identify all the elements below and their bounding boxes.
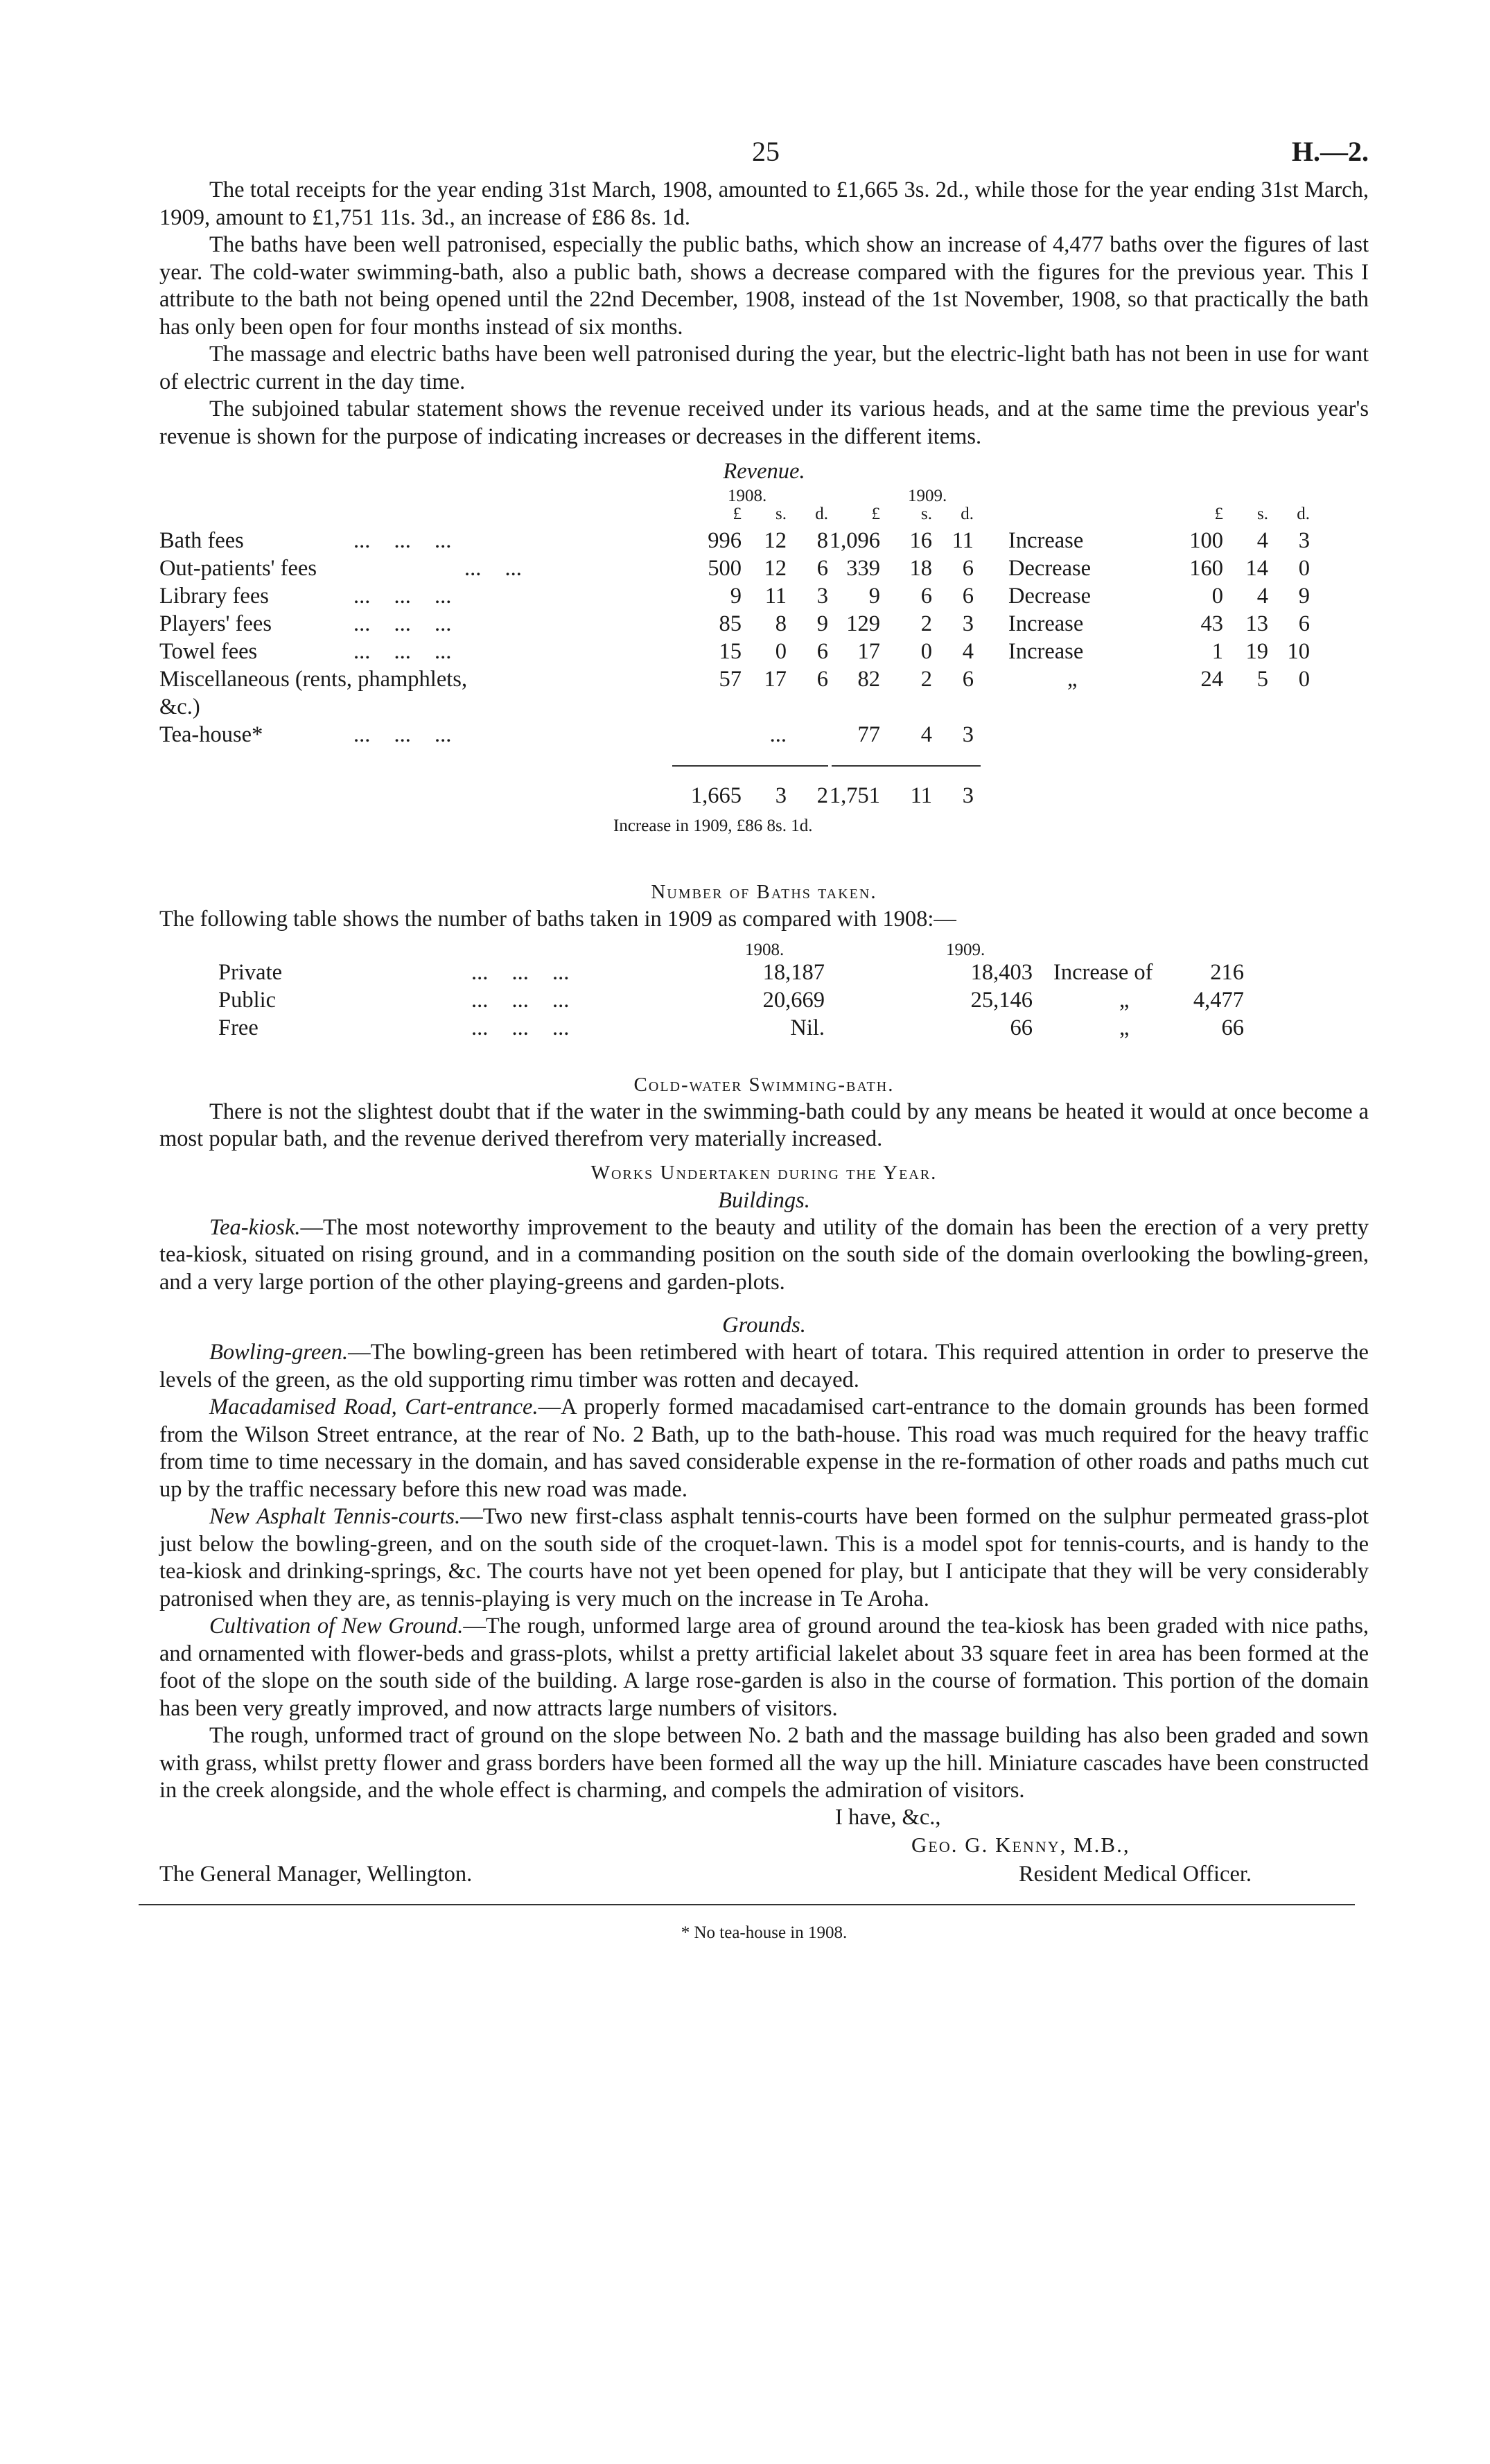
change-value: 0 (1211, 584, 1223, 609)
revenue-1908-value: 6 (816, 556, 828, 581)
revenue-1909-value: 4 (962, 639, 974, 664)
change-value: 43 (1200, 611, 1223, 636)
cultivation-text: —The rough, unformed large area of ground around the tea-kiosk has been graded with nice paths, and ornamented with flower-beds and grass-plots, whilst a pretty artificial lakelet about 33 square feet in area has been formed at the foot of the slope on the south side of the building. A large rose-garden is also in the course of formation. This portion of the domain has been very greatly improved, and now attracts large numbers of visitors. (159, 1614, 1369, 1721)
change-value: 4 (1256, 584, 1268, 609)
baths-change-value: 66 (1221, 1015, 1244, 1040)
bowling-text: —The bowling-green has been retimbered with heart of totara. This required attention in order to preserve the levels of the green, as the old supporting rimu timber was rotten and decayed. (159, 1340, 1369, 1392)
tea-kiosk-heading: Tea-kiosk. (209, 1214, 301, 1240)
page-header (159, 135, 1369, 177)
revenue-1909-value: 2 (920, 667, 932, 692)
year-1908-heading: 1908. (728, 487, 767, 505)
baths-1909-value: 18,403 (970, 959, 1033, 985)
grounds-title: Grounds. (722, 1313, 806, 1338)
intro-paragraph: The massage and electric baths have been well patronised during the year, but the electric-light bath has not been in use for want of electric current in the day time. (159, 342, 1369, 394)
baths-intro: The following table shows the number of baths taken in 1909 as compared with 1908:— (159, 907, 956, 932)
total-1909-value: 3 (962, 783, 974, 808)
revenue-1909-value: 3 (962, 722, 974, 747)
revenue-1908-value: 6 (816, 667, 828, 692)
baths-1908-value: 20,669 (762, 987, 825, 1013)
change-value: 5 (1256, 667, 1268, 692)
total-1908-value: 3 (775, 783, 787, 808)
revenue-row-label-continued: &c.) (159, 694, 200, 719)
baths-change-label: „ (1119, 987, 1130, 1013)
bowling-heading: Bowling-green. (209, 1340, 349, 1365)
revenue-1909-value: 0 (920, 639, 932, 664)
total-1908-value: 1,665 (690, 783, 742, 808)
change-value: 10 (1287, 639, 1310, 664)
revenue-row-label: Miscellaneous (rents, phamphlets, (159, 667, 468, 692)
baths-1908-value: 18,187 (762, 959, 825, 985)
revenue-1909-value: 339 (846, 556, 880, 581)
tennis-heading: New Asphalt Tennis-courts. (209, 1504, 461, 1529)
road-paragraph (159, 1394, 1369, 1503)
revenue-1908-value: 8 (816, 528, 828, 553)
revenue-table (159, 485, 1369, 863)
baths-change-label: Increase of (1053, 959, 1153, 985)
revenue-row-label: Players' fees (159, 611, 272, 636)
revenue-1908-value: 17 (764, 667, 787, 692)
change-value: 19 (1245, 639, 1268, 664)
column-unit-heading: s. (775, 505, 787, 523)
baths-year-1909-heading: 1909. (946, 940, 985, 959)
final-paragraph: The rough, unformed tract of ground on the slope between No. 2 bath and the massage building has also been graded and sown with grass, whilst pretty flower and grass borders have been formed all the way up the hill. Miniature cascades have been constructed in the creek alongside, and the whole effect is charming, and compels the admiration of visitors. (159, 1723, 1369, 1803)
revenue-row-label: Towel fees (159, 639, 258, 664)
revenue-1909-value: 6 (920, 584, 932, 609)
baths-row-label: Private (218, 959, 283, 985)
tennis-paragraph (159, 1503, 1369, 1613)
revenue-row-label: Tea-house* (159, 722, 263, 747)
year-1909-heading: 1909. (908, 487, 947, 505)
baths-1908-value: Nil. (790, 1015, 825, 1040)
total-1908-value: 2 (816, 783, 828, 808)
intro-paragraph: The subjoined tabular statement shows the revenue received under its various heads, and at the same time the previous year's revenue is shown for the purpose of indicating increases or decreases in the different items. (159, 396, 1369, 449)
revenue-1908-value: 8 (775, 611, 787, 636)
increase-note: Increase in 1909, £86 8s. 1d. (613, 816, 813, 835)
footnote-rule-wrap (159, 1898, 1369, 1919)
column-unit-heading: £ (733, 505, 742, 523)
document-reference: H.—2. (1291, 136, 1369, 167)
baths-table (159, 934, 1369, 1065)
change-value: 13 (1245, 611, 1268, 636)
column-unit-heading: s. (921, 505, 932, 523)
road-text: —A properly formed macadamised cart-entrance to the domain grounds has been formed from the Wilson Street entrance, at the rear of No. 2 Bath, up to the bath-house. This road was much required for the heavy traffic from time to time necessary in the domain, and has saved considerable expense in the re-formation of other roads and paths much cut up by the traffic necessary before this new road was made. (159, 1395, 1369, 1502)
column-unit-heading: £ (1214, 505, 1223, 523)
leader-dots: ... ... ... (353, 722, 452, 747)
revenue-1908-value: ... (769, 722, 787, 747)
revenue-1909-value: 82 (857, 667, 880, 692)
revenue-1908-value: 11 (764, 584, 787, 609)
buildings-title: Buildings. (718, 1187, 810, 1213)
change-label: Decrease (1008, 556, 1092, 581)
footnote: * No tea-house in 1908. (681, 1923, 848, 1942)
works-title: Works Undertaken during the Year. (590, 1161, 938, 1184)
revenue-1908-value: 3 (816, 584, 828, 609)
change-label: „ (1067, 667, 1078, 692)
bowling-paragraph (159, 1339, 1369, 1394)
tea-kiosk-text: —The most noteworthy improvement to the beauty and utility of the domain has been the erection of a very pretty tea-kiosk, situated on rising ground, and in a commanding position on the south side of the domain overlooking the bowling-green, and a very large portion of the other playing-greens and garden-plots. (159, 1214, 1369, 1295)
revenue-title: Revenue. (723, 459, 805, 484)
revenue-1908-value: 9 (816, 611, 828, 636)
road-heading: Macadamised Road, Cart-entrance. (209, 1395, 538, 1419)
change-value: 24 (1200, 667, 1223, 692)
change-value: 0 (1298, 556, 1310, 581)
revenue-1908-value: 996 (708, 528, 742, 553)
baths-row-label: Free (218, 1015, 258, 1040)
baths-year-1908-heading: 1908. (745, 940, 785, 959)
revenue-1909-value: 17 (857, 639, 880, 664)
revenue-1908-value: 0 (775, 639, 787, 664)
signatory-title: Resident Medical Officer. (1019, 1861, 1252, 1887)
column-unit-heading: d. (1297, 505, 1310, 523)
baths-change-label: „ (1119, 1015, 1130, 1040)
page-number: 25 (752, 136, 780, 167)
document-page (159, 135, 1369, 1947)
leader-dots: ... ... ... (471, 1015, 570, 1040)
revenue-1909-value: 4 (920, 722, 932, 747)
revenue-1909-value: 18 (909, 556, 932, 581)
column-unit-heading: d. (961, 505, 974, 523)
revenue-row-label: Library fees (159, 584, 269, 609)
revenue-1908-value: 12 (764, 528, 787, 553)
revenue-1909-value: 3 (962, 611, 974, 636)
revenue-1908-value: 12 (764, 556, 787, 581)
total-rule (672, 765, 828, 767)
total-rule (832, 765, 981, 767)
closing: I have, &c., (835, 1804, 941, 1830)
revenue-1908-value: 6 (816, 639, 828, 664)
intro-paragraph: The baths have been well patronised, especially the public baths, which show an increase of 4,477 baths over the figures of last year. The cold-water swimming-bath, also a public bath, shows a decrease compared with the figures for the previous year. This I attribute to the bath not being opened until the 22nd December, 1908, instead of the 1st November, 1908, so that practically the bath has only been open for four months instead of six months. (159, 232, 1369, 340)
footnote-rule (139, 1904, 1355, 1905)
baths-change-value: 216 (1210, 959, 1244, 985)
change-value: 1 (1211, 639, 1223, 664)
leader-dots: ... ... ... (471, 959, 570, 985)
revenue-1908-value: 500 (708, 556, 742, 581)
leader-dots: ... ... ... (353, 584, 452, 609)
revenue-1909-value: 6 (962, 556, 974, 581)
addressee: The General Manager, Wellington. (159, 1861, 473, 1887)
revenue-1908-value: 9 (730, 584, 742, 609)
tea-kiosk-paragraph (159, 1214, 1369, 1297)
signature-block (159, 1805, 1369, 1898)
revenue-1909-value: 11 (952, 528, 974, 553)
leader-dots: ... ... ... (471, 987, 570, 1013)
cultivation-heading: Cultivation of New Ground. (209, 1614, 464, 1639)
column-unit-heading: d. (815, 505, 828, 523)
change-value: 4 (1256, 528, 1268, 553)
revenue-1908-value: 85 (719, 611, 742, 636)
baths-change-value: 4,477 (1193, 987, 1244, 1013)
revenue-1909-value: 9 (868, 584, 880, 609)
change-value: 9 (1298, 584, 1310, 609)
intro-paragraph: The total receipts for the year ending 31st March, 1908, amounted to £1,665 3s. 2d., while those for the year ending 31st March, 1909, amount to £1,751 11s. 3d., an increase of £86 8s. 1d. (159, 177, 1369, 230)
leader-dots: ... ... (464, 556, 522, 581)
change-value: 3 (1298, 528, 1310, 553)
revenue-1909-value: 77 (857, 722, 880, 747)
revenue-1909-value: 6 (962, 584, 974, 609)
change-label: Decrease (1008, 584, 1092, 609)
change-label: Increase (1008, 528, 1084, 553)
total-1909-value: 1,751 (829, 783, 880, 808)
swimming-title: Cold-water Swimming-bath. (633, 1073, 895, 1096)
column-unit-heading: £ (871, 505, 880, 523)
change-label: Increase (1008, 639, 1084, 664)
leader-dots: ... ... ... (353, 528, 452, 553)
change-label: Increase (1008, 611, 1084, 636)
change-value: 14 (1245, 556, 1268, 581)
revenue-1909-value: 129 (846, 611, 880, 636)
revenue-1909-value: 16 (909, 528, 932, 553)
change-value: 100 (1189, 528, 1223, 553)
baths-title: Number of Baths taken. (651, 881, 877, 903)
revenue-1909-value: 6 (962, 667, 974, 692)
leader-dots: ... ... ... (353, 611, 452, 636)
revenue-row-label: Bath fees (159, 528, 244, 553)
revenue-row-label: Out-patients' fees (159, 556, 317, 581)
column-unit-heading: s. (1257, 505, 1268, 523)
revenue-1908-value: 15 (719, 639, 742, 664)
leader-dots: ... ... ... (353, 639, 452, 664)
change-value: 6 (1298, 611, 1310, 636)
total-1909-value: 11 (910, 783, 932, 808)
baths-1909-value: 25,146 (970, 987, 1033, 1013)
swimming-paragraph: There is not the slightest doubt that if the water in the swimming-bath could by any means be heated it would at once become a most popular bath, and the revenue derived therefrom very materially increased. (159, 1099, 1369, 1151)
intro-section (159, 177, 1369, 451)
revenue-1908-value: 57 (719, 667, 742, 692)
revenue-1909-value: 2 (920, 611, 932, 636)
change-value: 0 (1298, 667, 1310, 692)
revenue-1909-value: 1,096 (829, 528, 880, 553)
signatory-name: Geo. G. Kenny, M.B., (911, 1832, 1130, 1857)
baths-1909-value: 66 (1010, 1015, 1033, 1040)
cultivation-paragraph (159, 1613, 1369, 1722)
baths-row-label: Public (218, 987, 277, 1013)
change-value: 160 (1189, 556, 1223, 581)
tennis-text: —Two new first-class asphalt tennis-courts have been formed on the sulphur permeated grass-plot just below the bowling-green, and on the south side of the croquet-lawn. This is a model spot for tennis-courts, and is handy to the tea-kiosk and drinking-springs, &c. The courts have not yet been opened for play, but I anticipate that they will be very considerably patronised when they are, as tennis-playing is very much on the increase in Te Aroha. (159, 1504, 1369, 1611)
